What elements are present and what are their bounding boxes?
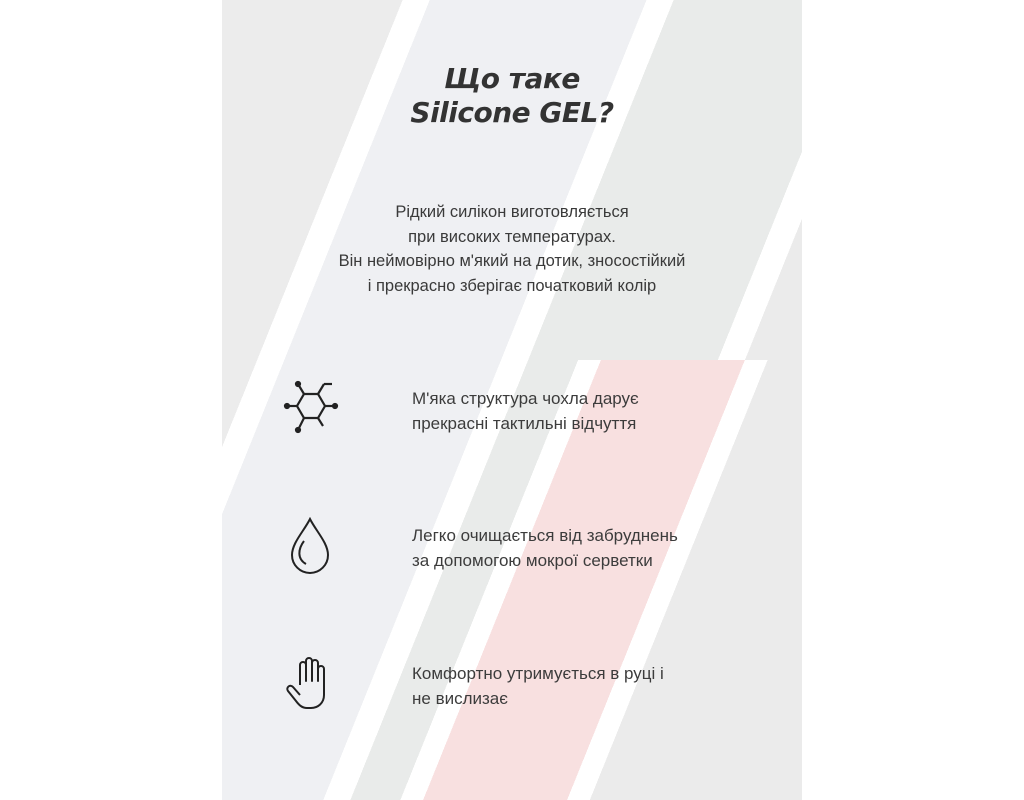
description-line: Рідкий силікон виготовляється xyxy=(395,203,629,221)
promo-panel xyxy=(222,0,802,800)
title-line: Silicone GEL? xyxy=(410,96,614,129)
feature-text: Комфортно утримується в руці і xyxy=(412,664,664,683)
molecule-icon xyxy=(282,380,342,440)
feature-text: М'яка структура чохла дарує xyxy=(412,389,639,408)
feature-item xyxy=(272,380,792,442)
description-line: і прекрасно зберігає початковий колір xyxy=(367,276,657,295)
page-title xyxy=(222,62,802,130)
feature-text: прекрасні тактильні відчуття xyxy=(412,414,637,433)
description-line: при високих температурах. xyxy=(408,227,616,246)
description xyxy=(222,200,802,298)
title-line: Що таке xyxy=(444,62,580,95)
feature-text: за допомогою мокрої серветки xyxy=(412,551,653,570)
feature-text: Легко очищається від забруднень xyxy=(412,526,678,545)
feature-item xyxy=(272,517,792,579)
feature-text: не вислизає xyxy=(412,689,508,708)
feature-item xyxy=(272,655,792,717)
water-drop-icon xyxy=(282,517,342,577)
description-line: Він неймовірно м'який на дотик, зносостійкий xyxy=(338,252,686,270)
hand-icon xyxy=(282,655,342,715)
